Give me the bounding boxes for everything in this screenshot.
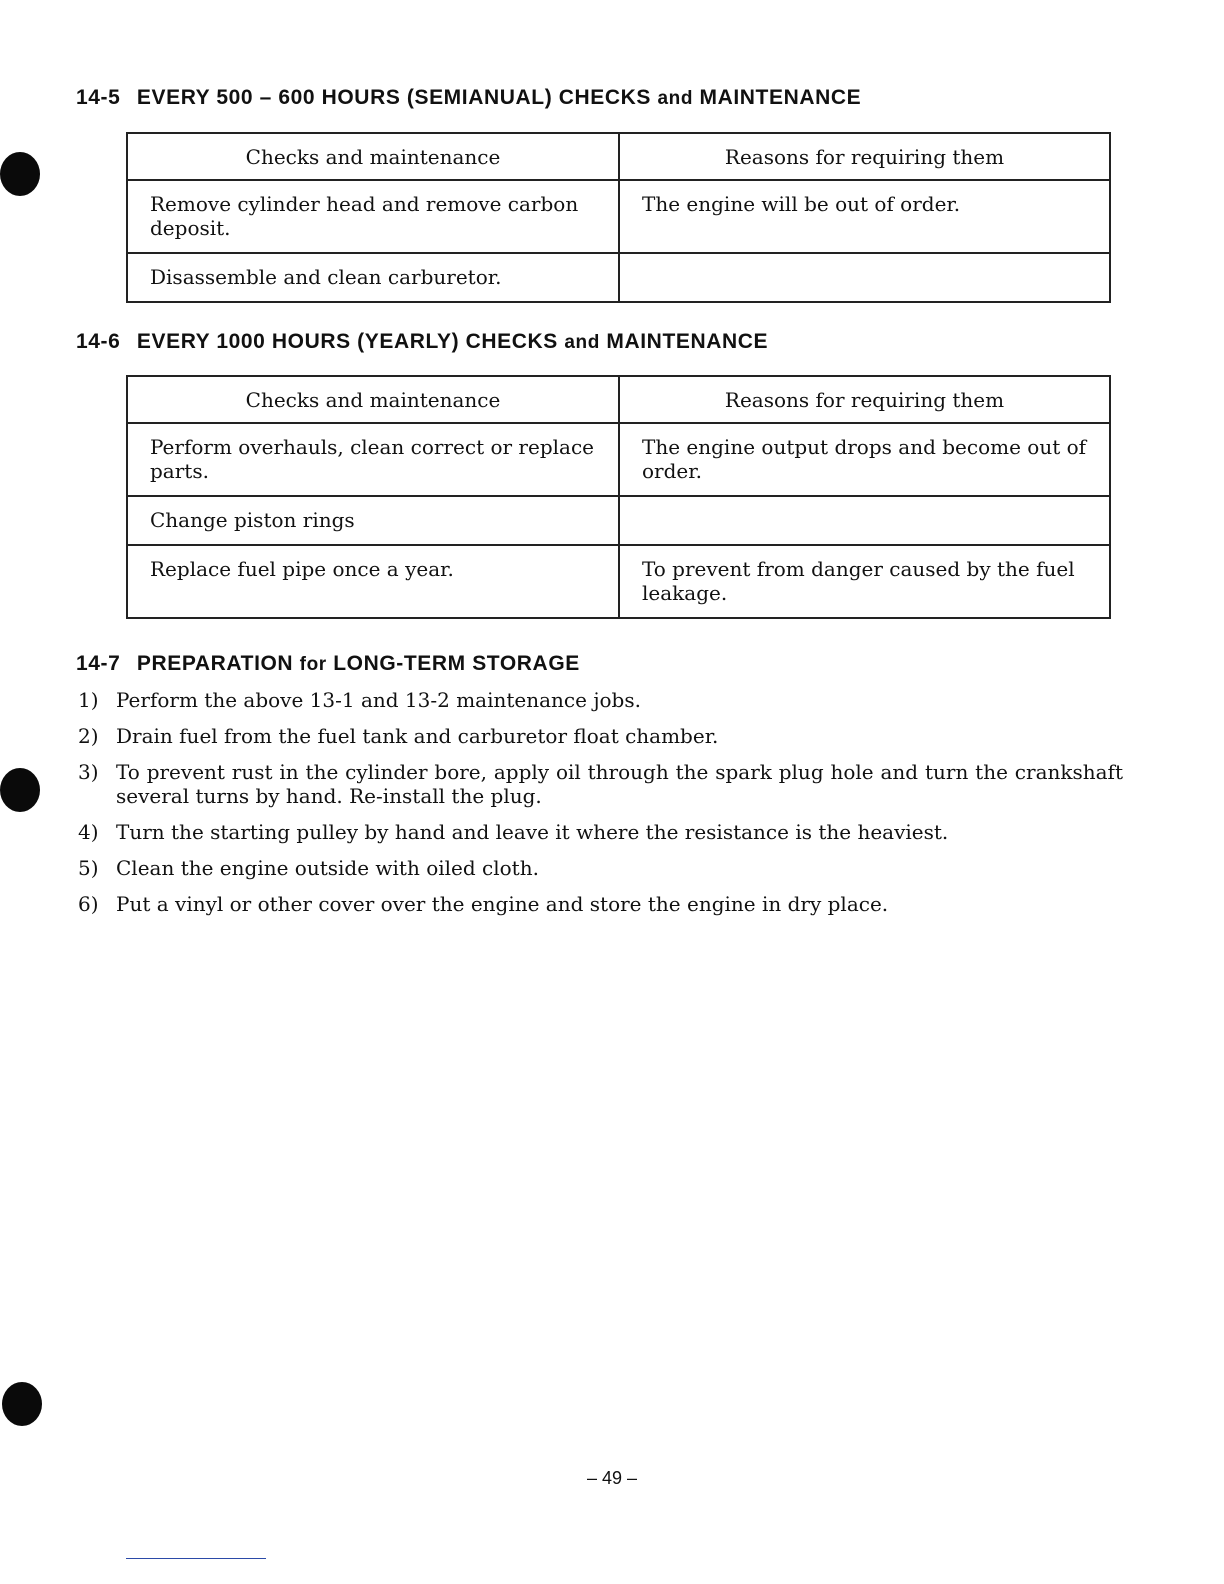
- section-title: PREPARATION: [136, 652, 294, 675]
- punch-hole: [2, 1382, 42, 1426]
- table-cell: The engine output drops and become out of order.: [619, 423, 1110, 496]
- step-text: To prevent rust in the cylinder bore, apply oil through the spark plug hole and turn the crankshaft several turns by hand. Re-install the plug.: [116, 760, 1123, 808]
- step-number: 4): [78, 820, 99, 844]
- section-title-and: and: [564, 332, 600, 353]
- table-cell: To prevent from danger caused by the fuel leakage.: [619, 545, 1110, 618]
- table-row: [127, 180, 1110, 253]
- list-item: [78, 760, 1123, 808]
- punch-hole: [0, 152, 40, 196]
- section-title: EVERY 1000 HOURS (YEARLY) CHECKS: [136, 330, 558, 353]
- page-number: – 49 –: [586, 1468, 638, 1488]
- table-header-row: [127, 376, 1110, 423]
- maintenance-table-14-6: [126, 375, 1111, 619]
- step-number: 5): [78, 856, 99, 880]
- section-heading-14-5: [76, 86, 861, 110]
- section-number: 14-5: [76, 86, 121, 109]
- section-heading-14-6: [76, 330, 768, 354]
- table-cell: Perform overhauls, clean correct or replace parts.: [127, 423, 619, 496]
- table-cell: Change piston rings: [127, 496, 619, 545]
- list-item: [78, 688, 1123, 712]
- table-cell: Replace fuel pipe once a year.: [127, 545, 619, 618]
- step-number: 6): [78, 892, 99, 916]
- column-header: Checks and maintenance: [127, 133, 619, 180]
- step-text: Clean the engine outside with oiled cloth.: [116, 856, 539, 880]
- table-row: [127, 545, 1110, 618]
- section-title: EVERY 500 – 600 HOURS (SEMIANUAL) CHECKS: [136, 86, 652, 109]
- table-cell: The engine will be out of order.: [619, 180, 1110, 253]
- list-item: [78, 856, 1123, 880]
- step-text: Put a vinyl or other cover over the engine and store the engine in dry place.: [116, 892, 889, 916]
- table-row: [127, 496, 1110, 545]
- table-row: [127, 253, 1110, 302]
- section-heading-14-7: [76, 652, 580, 676]
- table-cell: [619, 496, 1110, 545]
- column-header: Reasons for requiring them: [619, 133, 1110, 180]
- footer-rule: [126, 1558, 266, 1559]
- step-text: Perform the above 13-1 and 13-2 maintenance jobs.: [116, 688, 641, 712]
- list-item: [78, 724, 1123, 748]
- section-title-for: for: [299, 654, 327, 675]
- section-title-end: LONG-TERM STORAGE: [333, 652, 580, 675]
- table-cell: [619, 253, 1110, 302]
- table-header-row: [127, 133, 1110, 180]
- section-number: 14-6: [76, 330, 121, 353]
- punch-hole: [0, 768, 40, 812]
- section-title-end: MAINTENANCE: [606, 330, 769, 353]
- table-cell: Remove cylinder head and remove carbon deposit.: [127, 180, 619, 253]
- list-item: [78, 892, 1123, 916]
- section-title-end: MAINTENANCE: [699, 86, 862, 109]
- step-number: 1): [78, 688, 99, 712]
- table-row: [127, 423, 1110, 496]
- section-number: 14-7: [76, 652, 121, 675]
- list-item: [78, 820, 1123, 844]
- step-text: Turn the starting pulley by hand and leave it where the resistance is the heaviest.: [116, 820, 949, 844]
- column-header: Checks and maintenance: [127, 376, 619, 423]
- column-header: Reasons for requiring them: [619, 376, 1110, 423]
- step-number: 2): [78, 724, 99, 748]
- section-title-and: and: [657, 88, 694, 109]
- step-number: 3): [78, 760, 99, 784]
- table-cell: Disassemble and clean carburetor.: [127, 253, 619, 302]
- maintenance-table-14-5: [126, 132, 1111, 303]
- step-text: Drain fuel from the fuel tank and carburetor float chamber.: [116, 724, 719, 748]
- storage-steps-list: [78, 688, 1123, 928]
